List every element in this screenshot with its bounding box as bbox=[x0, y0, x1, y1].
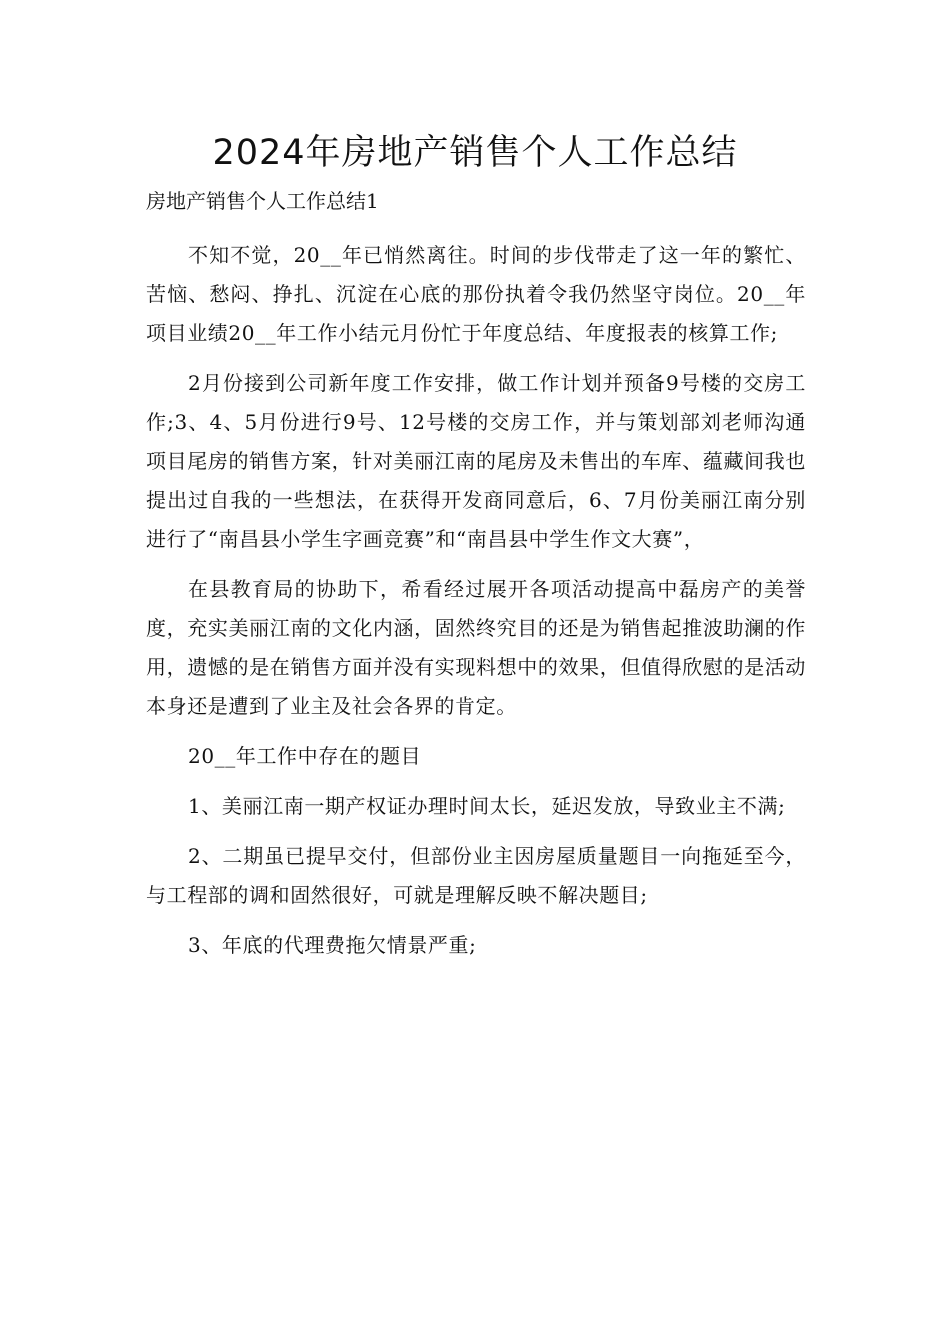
paragraph: 在县教育局的协助下，希看经过展开各项活动提高中磊房产的美誉度，充实美丽江南的文化内涵，固然终究目的还是为销售起推波助澜的作用，遗憾的是在销售方面并没有实现料想中的效果，但值得欣慰的是活动本身还是遭到了业主及社会各界的肯定。 bbox=[146, 577, 806, 718]
section-heading: 房地产销售个人工作总结1 bbox=[146, 189, 379, 213]
paragraph: 1、美丽江南一期产权证办理时间太长，延迟发放，导致业主不满; bbox=[188, 794, 786, 818]
paragraph: 2月份接到公司新年度工作安排，做工作计划并预备9号楼的交房工作;3、4、5月份进行9号、12号楼的交房工作，并与策划部刘老师沟通项目尾房的销售方案，针对美丽江南的尾房及未售出的车库、蕴藏间我也提出过自我的一些想法，在获得开发商同意后，6、7月份美丽江南分别进行了“南昌县小学生字画竞赛”和“南昌县中学生作文大赛”， bbox=[146, 371, 806, 551]
paragraph: 2、二期虽已提早交付，但部份业主因房屋质量题目一向拖延至今，与工程部的调和固然很好，可就是理解反映不解决题目; bbox=[146, 844, 806, 907]
document-title: 2024年房地产销售个人工作总结 bbox=[212, 133, 738, 173]
paragraph: 20__年工作中存在的题目 bbox=[188, 744, 422, 768]
paragraph: 不知不觉，20__年已悄然离往。时间的步伐带走了这一年的繁忙、苦恼、愁闷、挣扎、沉淀在心底的那份执着令我仍然坚守岗位。20__年项目业绩20__年工作小结元月份忙于年度总结、年度报表的核算工作; bbox=[146, 243, 806, 345]
paragraph: 3、年底的代理费拖欠情景严重; bbox=[188, 933, 477, 957]
document-body bbox=[146, 236, 806, 976]
